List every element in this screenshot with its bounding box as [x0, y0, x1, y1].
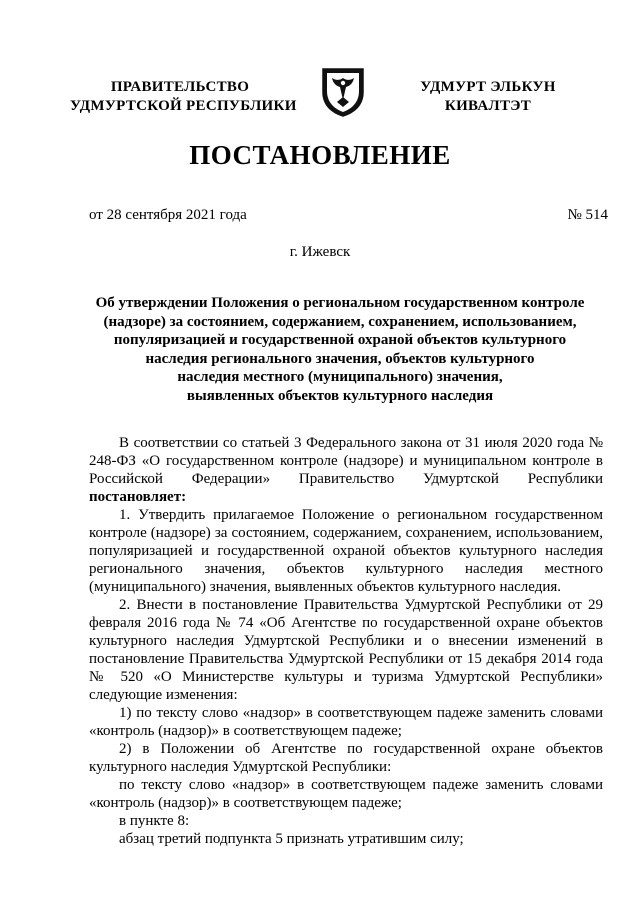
document-subject — [90, 294, 590, 405]
resolves-keyword: постановляет: — [89, 489, 187, 505]
subject-line: наследия местного (муниципального) значения, — [177, 369, 503, 385]
header-left-line2: УДМУРТСКОЙ РЕСПУБЛИКИ — [70, 98, 297, 114]
paragraph-repeal: абзац третий подпункта 5 признать утратившим силу; — [119, 831, 464, 847]
document-number: № 514 — [567, 207, 608, 223]
document-date: от 28 сентября 2021 года — [89, 207, 247, 223]
subclause-1-paragraph: 1) по тексту слово «надзор» в соответствующем падеже заменить словами «контроль (надзор)» в соответствующем падеже; — [89, 705, 603, 739]
subject-line: наследия регионального значения, объектов культурного — [145, 350, 535, 367]
document-city: г. Ижевск — [289, 244, 351, 260]
subject-line: выявленных объектов культурного наследия — [186, 387, 494, 404]
clause-2-paragraph: 2. Внести в постановление Правительства Удмуртской Республики от 29 февраля 2016 года № 74 «Об Агентстве по государственной охране объектов культурного наследия Удмуртской Республики и о внесении изменений в постановление Правительства Удмуртской Республики от 15 декабря 2014 года № 520 «О Министерстве культуры и туризма Удмуртской Республики» следующие изменения: — [89, 597, 603, 703]
header-left-line1: ПРАВИТЕЛЬСТВО — [110, 79, 250, 95]
document-body — [89, 434, 603, 848]
subclause-2-paragraph: 2) в Положении об Агентстве по государственной охране объектов культурного наследия Удмуртской Республики: — [89, 741, 603, 775]
item-8-paragraph: в пункте 8: — [119, 813, 190, 829]
header-left — [70, 78, 297, 116]
header-right-line2: КИВАЛТЭТ — [444, 98, 532, 114]
header-right — [398, 78, 578, 116]
document-type-title: ПОСТАНОВЛЕНИЕ — [189, 140, 451, 170]
clause-1-paragraph: 1. Утвердить прилагаемое Положение о региональном государственном контроле (надзоре) за состоянием, содержанием, сохранением, использованием, популяризацией и государственной охраной объектов культурного наследия регионального значения, объектов культурного наследия местного (муниципального) значения, выявленных объектов культурного наследия. — [89, 507, 603, 595]
subject-line: Об утверждении Положения о региональном государственном контроле — [95, 295, 585, 311]
subject-line: популяризацией и государственной охраной объектов культурного — [113, 332, 567, 348]
coat-of-arms-emblem — [319, 66, 367, 118]
amendment-paragraph: по тексту слово «надзор» в соответствующем падеже заменить словами «контроль (надзор)» в соответствующем падеже; — [89, 777, 603, 811]
preamble-paragraph — [89, 434, 603, 506]
subject-line: (надзоре) за состоянием, содержанием, сохранением, использованием, — [103, 313, 577, 330]
preamble-text: В соответствии со статьей 3 Федерального закона от 31 июля 2020 года № 248-ФЗ «О государственном контроле (надзоре) и муниципальном контроле в Российской Федерации» Правительство Удмуртской Республики — [89, 435, 603, 487]
header-right-line1: УДМУРТ ЭЛЬКУН — [420, 79, 556, 95]
